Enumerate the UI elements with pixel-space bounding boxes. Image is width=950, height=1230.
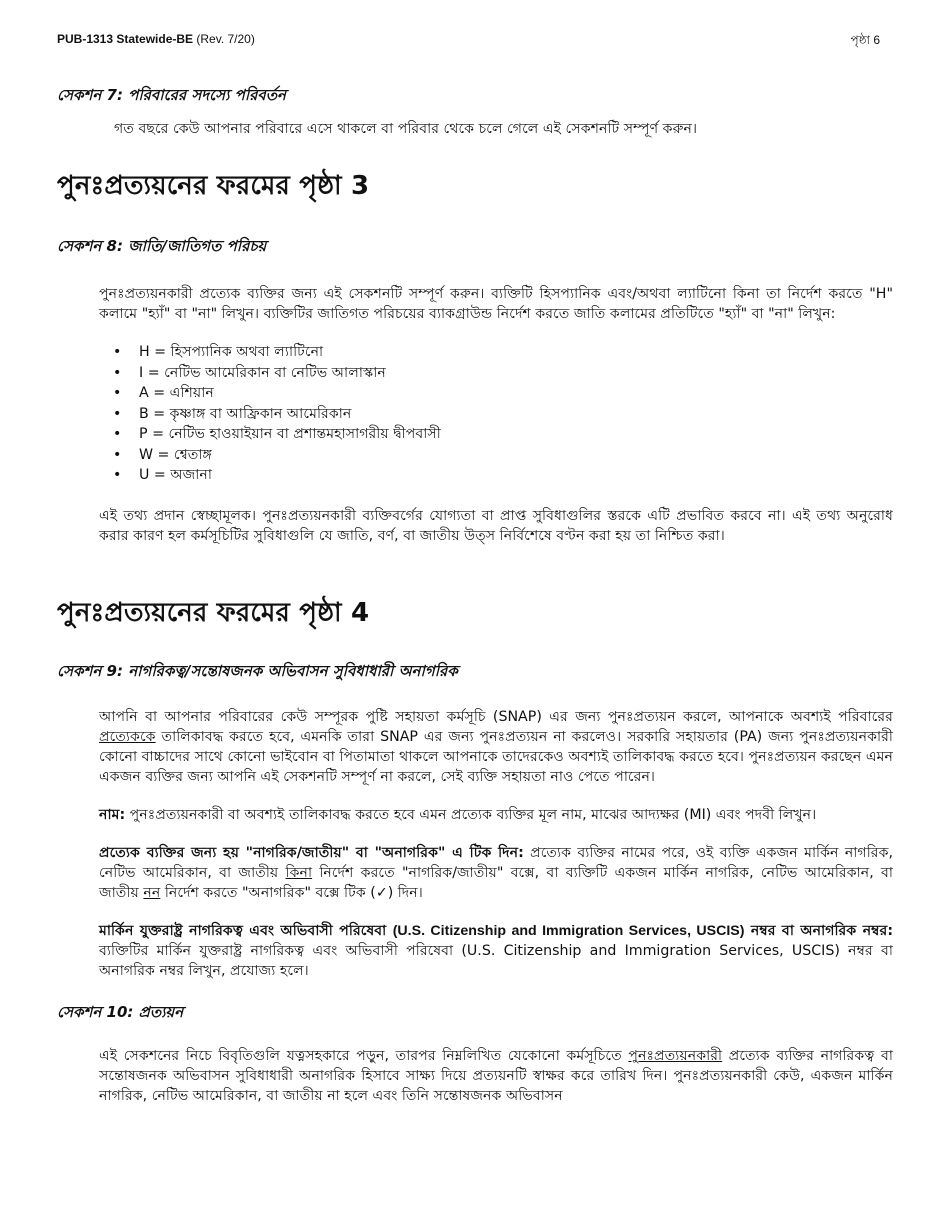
- list-item: • U = অজানা: [139, 465, 893, 486]
- page-header: [57, 32, 880, 46]
- emphasis-everyone: প্রত্যেককে: [99, 728, 156, 745]
- list-item: • W = শ্বেতাঙ্গ: [139, 445, 893, 466]
- page3-heading: পুনঃপ্রত্যয়নের ফরমের পৃষ্ঠা 3: [57, 171, 370, 201]
- section7-text: গত বছরে কেউ আপনার পরিবারে এসে থাকলে বা পরিবার থেকে চলে গেলে এই সেকশনটি সম্পূর্ণ করুন।: [114, 121, 698, 137]
- list-item: • P = নেটিভ হাওয়াইয়ান বা প্রশান্তমহাসাগরীয় দ্বীপবাসী: [139, 424, 893, 445]
- section9-paragraph-uscis: মার্কিন যুক্তরাষ্ট্র নাগরিকত্ব এবং অভিবাসী পরিষেবা (U.S. Citizenship and Immigration Services, USCIS) নম্বর বা অনাগরিক নম্বর: ব্যক্তিটির মার্কিন যুক্তরাষ্ট্র নাগরিকত্ব এবং অভিবাসী পরিষেবা (U.S. Citizenship and Immigration Services, USCIS) নম্বর বা অনাগরিক নম্বর লিখুন, প্রযোজ্য হলে।: [99, 922, 893, 979]
- list-item: • A = এশিয়ান: [139, 383, 893, 404]
- list-item: • B = কৃষ্ণাঙ্গ বা আফ্রিকান আমেরিকান: [139, 404, 893, 425]
- page4-heading: পুনঃপ্রত্যয়নের ফরমের পৃষ্ঠা 4: [57, 597, 370, 628]
- form-id: PUB-1313 Statewide-BE: [57, 32, 194, 46]
- name-label: নাম:: [99, 806, 126, 823]
- section7-heading: সেকশন 7: পরিবারের সদস্যে পরিবর্তন: [57, 86, 286, 104]
- section9-heading: সেকশন 9: নাগরিকত্ব/সন্তোষজনক অভিবাসন সুবিধাধারী অনাগরিক: [57, 661, 458, 680]
- citizen-label: প্রত্যেক ব্যক্তির জন্য হয় "নাগরিক/জাতীয়" বা "অনাগরিক" এ টিক দিন:: [99, 844, 524, 861]
- document-body: [57, 84, 893, 1106]
- section9-paragraph-citizen: প্রত্যেক ব্যক্তির জন্য হয় "নাগরিক/জাতীয়" বা "অনাগরিক" এ টিক দিন: প্রত্যেক ব্যক্তির নামের পরে, ওই ব্যক্তি একজন মার্কিন নাগরিক, নেটিভ আমেরিকান, বা জাতীয় কিনা নির্দেশ করতে "নাগরিক/জাতীয়" বক্সে, বা ব্যক্তিটি একজন মার্কিন নাগরিক, নেটিভ আমেরিকান, বা জাতীয় নন নির্দেশ করতে "অনাগরিক" বক্সে টিক (✓) দিন।: [99, 844, 893, 901]
- section8-heading: সেকশন 8: জাতি/জাতিগত পরিচয়: [57, 237, 267, 255]
- list-item: • H = হিসপ্যানিক অথবা ল্যাটিনো: [139, 342, 893, 363]
- section9-paragraph-listing: আপনি বা আপনার পরিবারের কেউ সম্পূরক পুষ্টি সহায়তা কর্মসূচি (SNAP) এর জন্য পুনঃপ্রত্যয়ন করলে, আপনাকে অবশ্যই পরিবারের প্রত্যেককে তালিকাবদ্ধ করতে হবে, এমনকি তারা SNAP এর জন্য পুনঃপ্রত্যয়ন না করলেও। সরকারি সহায়তার (PA) জন্য পুনঃপ্রত্যয়নকারী কোনো বাচ্চাদের সাথে কোনো ভাইবোন বা পিতামাতা থাকলে আপনাকে তাদেরকেও অবশ্যই তালিকাবদ্ধ করতে হবে। পুনঃপ্রত্যয়ন করছেন এমন একজন ব্যক্তির জন্য আপনি এই সেকশনটি সম্পূর্ণ না করলে, সেই ব্যক্তি সহায়তা নাও পেতে পারেন।: [99, 708, 893, 785]
- section8-note: এই তথ্য প্রদান স্বেচ্ছামূলক। পুনঃপ্রত্যয়নকারী ব্যক্তিবর্গের যোগ্যতা বা প্রাপ্ত সুবিধাগুলির স্তরকে এটি প্রভাবিত করবে না। এই তথ্য অনুরোধ করার কারণ হল কর্মসূচিটির সুবিধাগুলি যে জাতি, বর্ণ, বা জাতীয় উত্স নির্বিশেষে বণ্টন করা হয় তা নিশ্চিত করা।: [99, 507, 893, 544]
- page-number: পৃষ্ঠা 6: [850, 33, 880, 47]
- section9-paragraph-name: নাম: পুনঃপ্রত্যয়নকারী বা অবশ্যই তালিকাবদ্ধ করতে হবে এমন প্রত্যেক ব্যক্তির মূল নাম, মাঝের আদ্যক্ষর (MI) এবং পদবী লিখুন।: [99, 806, 817, 823]
- section10-paragraph: এই সেকশনের নিচে বিবৃতিগুলি যত্নসহকারে পড়ুন, তারপর নিম্নলিখিত যেকোনো কর্মসূচিতে পুনঃপ্রত্যয়নকারী প্রত্যেক ব্যক্তির নাগরিকত্ব বা সন্তোষজনক অভিবাসন সুবিধাধারী অনাগরিক হিসাবে সাক্ষ্য দিয়ে প্রত্যয়নটি স্বাক্ষর করে তারিখ দিন। পুনঃপ্রত্যয়নকারী কেউ, একজন মার্কিন নাগরিক, নেটিভ আমেরিকান, বা জাতীয় না হলে এবং তিনি সন্তোষজনক অভিবাসন: [99, 1047, 893, 1104]
- section10-heading: সেকশন 10: প্রত্যয়ন: [57, 1002, 184, 1021]
- race-code-list: [57, 342, 893, 486]
- section8-intro: পুনঃপ্রত্যয়নকারী প্রত্যেক ব্যক্তির জন্য এই সেকশনটি সম্পূর্ণ করুন। ব্যক্তিটি হিসপ্যানিক এবং/অথবা ল্যাটিনো কিনা তা নির্দেশ করতে "H" কলামে "হ্যাঁ" বা "না" লিখুন। ব্যক্তিটির জাতিগত পরিচয়ের ব্যাকগ্রাউন্ড নির্দেশ করতে জাতি কলামের প্রতিটিতে "হ্যাঁ" বা "না" লিখুন:: [99, 286, 893, 322]
- form-revision: (Rev. 7/20): [196, 32, 255, 46]
- list-item: • I = নেটিভ আমেরিকান বা নেটিভ আলাস্কান: [139, 363, 893, 384]
